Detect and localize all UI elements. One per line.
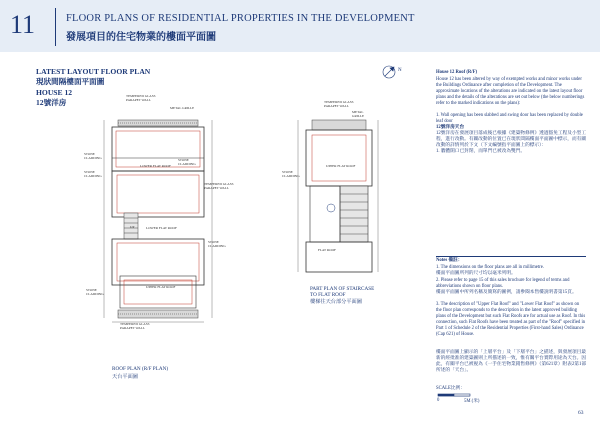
label-stone-cladding-2: STONE CLADDING [84, 170, 102, 178]
note1-en: 1. The dimensions on the floor plans are all in millimetre. [436, 265, 544, 270]
label-stone-cladding-stair: STONE CLADDING [282, 170, 300, 178]
note3-en: 3. The description of "Upper Flat Roof" and "Lower Flat Roof" as shown on the floor plan corresponds to the description in the latest approved building plans of the Development but such Flat Roofs are for actual use as Roof. In this connection, such Flat Roofs have been treated as part of the "Roof" specified in Part 1 of Schedule 2 of the Residential Properties (First-hand Sales) Ordinance (Cap 621) of House. [436, 302, 586, 337]
roof-item1-en: 1. Wall opening has been slabbed and swing door has been replaced by double leaf door [436, 113, 583, 124]
roof-plan-caption-zh: 天台平面圖 [112, 374, 138, 380]
title-english: FLOOR PLANS OF RESIDENTIAL PROPERTIES IN THE DEVELOPMENT [66, 13, 415, 24]
label-stone-cladding-5: STONE CLADDING [86, 288, 104, 296]
label-metal-grille-stair: METAL GRILLE [352, 110, 365, 118]
note1-zh: 樓面平面圖所列的尺寸均以毫米列明。 [436, 271, 516, 276]
label-upper-flat-roof: UPPER FLAT ROOF [146, 285, 176, 289]
label-stone-cladding-1: STONE CLADDING [84, 152, 102, 160]
label-lower-flat-roof-2: LOWER FLAT ROOF [146, 226, 177, 230]
label-stone-cladding-4: STONE CLADDING [208, 240, 226, 248]
house-heading-en: HOUSE 12 [36, 88, 73, 97]
roof-title-zh: 12號洋房天台 [436, 125, 465, 130]
label-tempered-glass-stair: TEMPERED GLASS PARAPET WALL [324, 100, 354, 108]
label-tempered-glass-top: TEMPERED GLASS PARAPET WALL [126, 94, 156, 102]
label-tempered-glass-bottom: TEMPERED GLASS PARAPET WALL [120, 322, 150, 330]
staircase-caption-en1: PART PLAN OF STAIRCASE [310, 286, 375, 292]
label-lower-flat-roof: LOWER FLAT ROOF [140, 164, 171, 168]
staircase-plan [298, 120, 378, 272]
notes-title: Notes 備註： [436, 258, 463, 263]
label-stair-flat-roof: FLAT ROOF [318, 248, 336, 252]
north-arrow-icon [383, 66, 395, 78]
roof-description-en: House 12 has been altered by way of exempted works and minor works under the Buildings Ordinance after completion of the Development. The approximate locations of the alterations are indicated on the latest layout floor plans and the details of the alterations are set out below (the below numberings refer to the marked indications on the plans): [436, 77, 585, 106]
label-stair-up: UP [130, 225, 135, 229]
layout-heading-zh: 現狀間隔樓面平面圖 [36, 77, 105, 86]
roof-item1-zh: 1. 牆體開口已封閉，而單門已被改為雙門。 [436, 149, 526, 154]
scale-max: 5M (米) [464, 399, 480, 404]
roof-plan-caption-en: ROOF PLAN (R/F PLAN) [112, 366, 169, 372]
scale-label: SCALE比例： [436, 386, 465, 391]
house-heading-zh: 12號洋房 [36, 98, 67, 107]
title-chinese: 發展項目的住宅物業的樓面平面圖 [66, 32, 216, 43]
note2-zh: 樓面平面圖中所列名稱及簡寫的圖例，請參閱本售樓說明書第15頁。 [436, 290, 577, 295]
label-flat-roof-stair: UPPER FLAT ROOF [326, 164, 356, 168]
roof-description-zh: 12號洋房在發展項目落成後已根據《建築物條例》透過豁免工程及小型工程，進行改動。有關改動的位置已在現狀間隔樓面平面圖中標示，而有關改動的詳情列於下文（下文編號指平面圖上的標示）： [436, 131, 587, 148]
scale-zero: 0 [437, 398, 440, 403]
note2-en: 2. Please refer to page 15 of this sales brochure for legend of terms and abbreviations shown on floor plans. [436, 278, 570, 289]
scale-bar [438, 394, 470, 396]
label-metal-grille-top: METAL GRILLE [170, 106, 195, 110]
staircase-caption-zh: 樓梯往天台部分平面圖 [310, 299, 362, 305]
roof-plan [104, 120, 212, 322]
layout-heading-en: LATEST LAYOUT FLOOR PLAN [36, 67, 151, 76]
roof-title: House 12 Roof (R/F) [436, 70, 478, 75]
label-tempered-glass-mid: TEMPERED GLASS PARAPET WALL [204, 182, 234, 190]
north-label: N [398, 68, 402, 73]
staircase-caption-en2: TO FLAT ROOF [310, 292, 346, 298]
label-stone-cladding-3: STONE CLADDING [178, 158, 196, 166]
note3-zh: 樓面平面圖上顯示的「上層平台」及「下層平台」之描述，與發展項目最新的經批准的建築圖則上所描述的一致，惟有關平台實際用途為天台。因此，有關平台已被視為《一手住宅物業銷售條例》（第621章）附表2第1部所述的「天台」。 [436, 350, 587, 373]
page-number: 63 [578, 410, 584, 416]
section-number: 11 [10, 10, 36, 39]
